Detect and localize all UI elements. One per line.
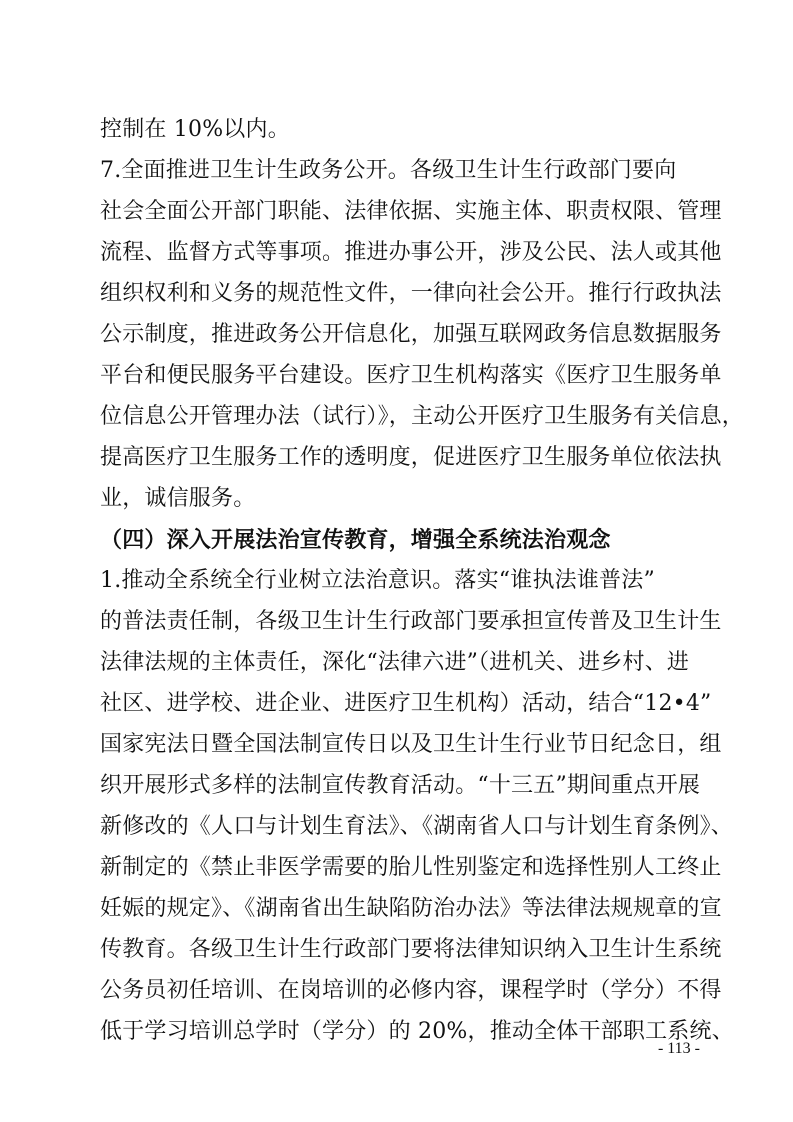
body-text-line: 法律法规的主体责任，深化“法律六进”（进机关、进乡村、进 [100, 650, 690, 675]
section-heading: （四）深入开展法治宣传教育，增强全系统法治观念 [100, 527, 611, 553]
body-text-line: 公务员初任培训、在岗培训的必修内容，课程学时（学分）不得 [100, 978, 722, 1003]
body-text-line: 传教育。各级卫生计生行政部门要将法律知识纳入卫生计生系统 [100, 937, 722, 962]
body-text-line: 1.推动全系统全行业树立法治意识。落实“谁执法谁普法” [100, 568, 655, 593]
body-text-line: 组织权利和义务的规范性文件，一律向社会公开。推行行政执法 [100, 281, 722, 306]
body-text-line: 控制在 10%以内。 [100, 117, 290, 142]
body-text-line: 提高医疗卫生服务工作的透明度，促进医疗卫生服务单位依法执 [100, 445, 722, 470]
body-text-line: 新修改的《人口与计划生育法》、《湖南省人口与计划生育条例》、 [100, 814, 734, 839]
body-text-line: 公示制度，推进政务公开信息化，加强互联网政务信息数据服务 [100, 322, 722, 347]
body-text-line: 业，诚信服务。 [100, 486, 256, 511]
body-text-line: 社会全面公开部门职能、法律依据、实施主体、职责权限、管理 [100, 199, 722, 224]
body-text-line: 织开展形式多样的法制宣传教育活动。“十三五”期间重点开展 [100, 773, 701, 798]
body-text-line: 位信息公开管理办法（试行）》，主动公开医疗卫生服务有关信息， [100, 404, 745, 429]
body-text-line: 国家宪法日暨全国法制宣传日以及卫生计生行业节日纪念日，组 [100, 732, 722, 757]
body-text-line: 7.全面推进卫生计生政务公开。各级卫生计生行政部门要向 [100, 158, 677, 183]
body-text-line: 低于学习培训总学时（学分）的 20%，推动全体干部职工系统、 [100, 1019, 734, 1044]
body-text-line: 流程、监督方式等事项。推进办事公开，涉及公民、法人或其他 [100, 240, 722, 265]
body-text-line: 的普法责任制，各级卫生计生行政部门要承担宣传普及卫生计生 [100, 609, 722, 634]
body-text-line: 平台和便民服务平台建设。医疗卫生机构落实《医疗卫生服务单 [100, 363, 722, 388]
body-text-line: 妊娠的规定》、《湖南省出生缺陷防治办法》等法律法规规章的宣 [100, 896, 722, 921]
body-text-line: 社区、进学校、进企业、进医疗卫生机构）活动，结合“12•4” [100, 691, 712, 716]
body-text-line: 新制定的《禁止非医学需要的胎儿性别鉴定和选择性别人工终止 [100, 855, 722, 880]
page-number: - 113 - [657, 1040, 700, 1057]
